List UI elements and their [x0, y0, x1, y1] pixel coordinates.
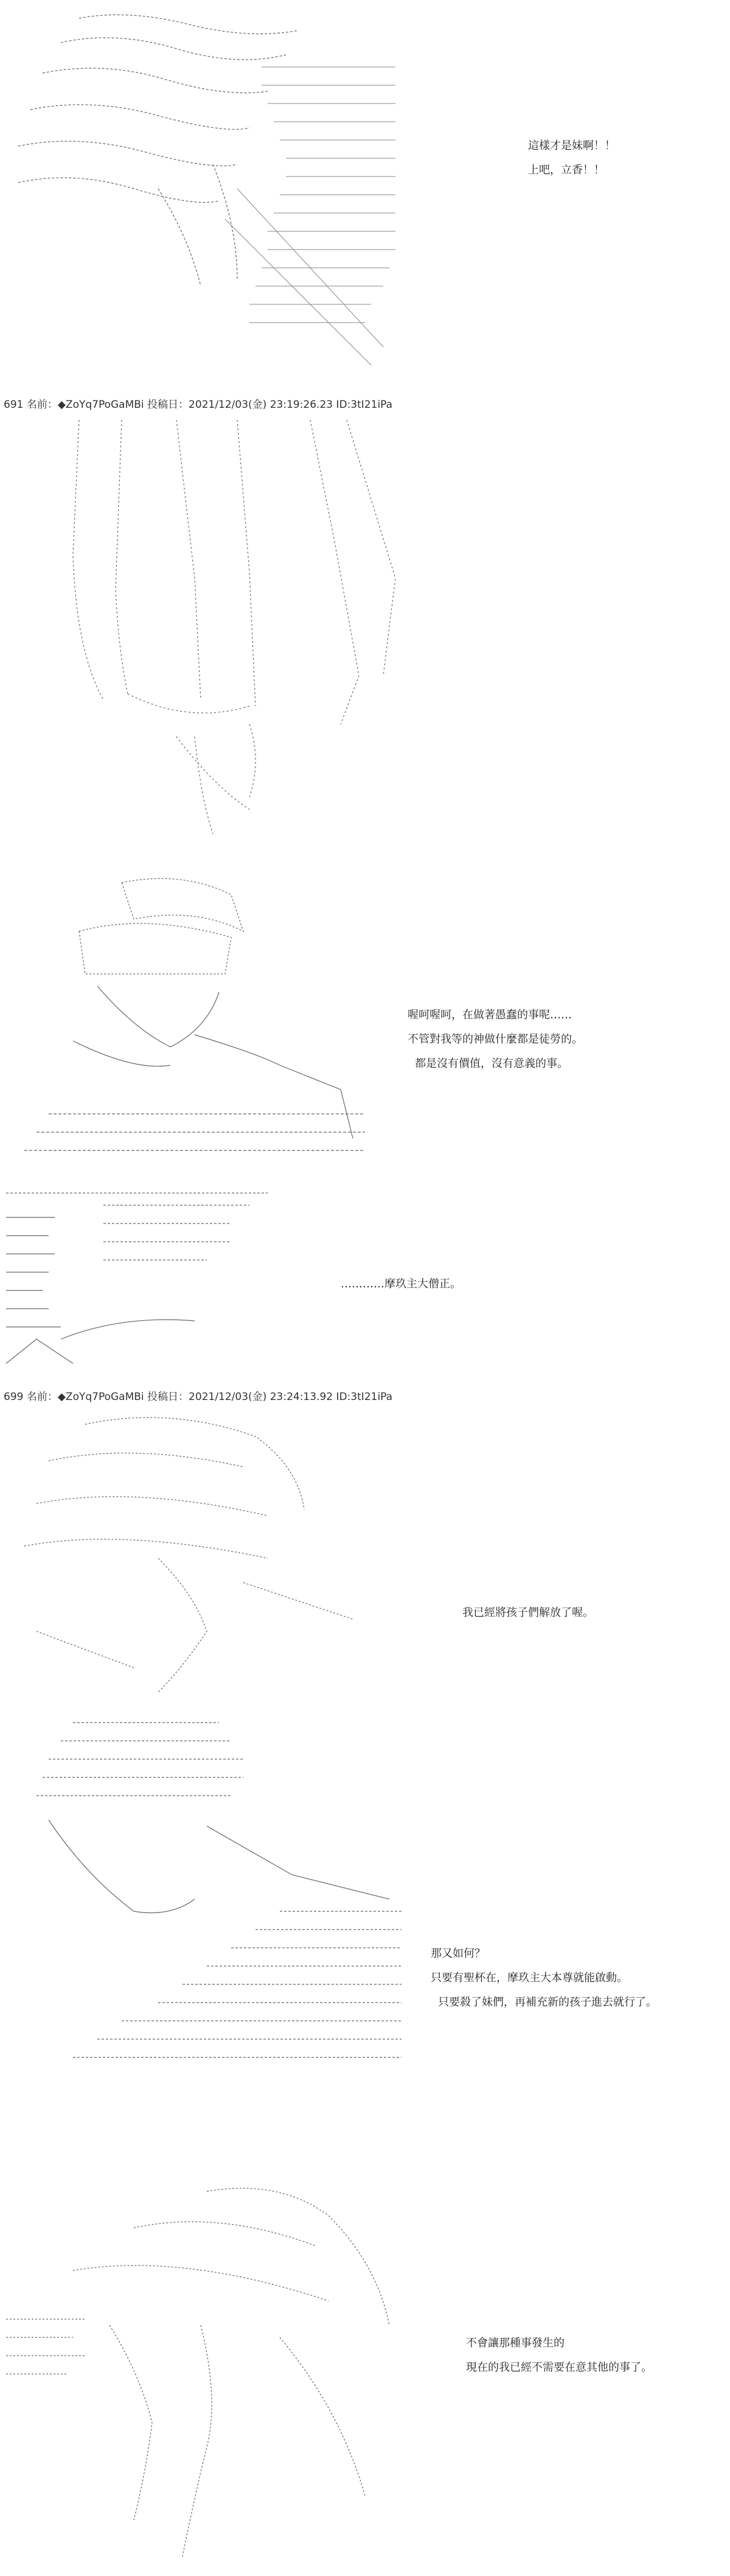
- panel-7: [0, 2179, 730, 2576]
- ascii-art-figure-4: [0, 1181, 280, 1376]
- post-header-699: 699 名前：◆ZoYq7PoGaMBi 投稿日：2021/12/03(金) 23:24:13.92 ID:3tI21iPa: [4, 1391, 393, 1403]
- panel-1: [0, 0, 730, 390]
- dialogue-line: 都是沒有價值，沒有意義的事。: [415, 1057, 568, 1070]
- dialogue-line: …………摩玖主大僧正。: [341, 1278, 461, 1290]
- dialogue-block-5: [462, 1601, 594, 1625]
- dialogue-line: 現在的我已經不需要在意其他的事了。: [466, 2361, 652, 2374]
- post-header-691: 691 名前：◆ZoYq7PoGaMBi 投稿日：2021/12/03(金) 23:19:26.23 ID:3tI21iPa: [4, 399, 393, 411]
- panel-4: [0, 1181, 730, 1382]
- ascii-art-figure-7: [0, 2179, 426, 2569]
- dialogue-line: 那又如何？: [431, 1947, 485, 1960]
- dialogue-line: 不會讓那種事發生的: [466, 2337, 565, 2350]
- ascii-art-figure-2: [55, 420, 408, 858]
- dialogue-line: 不管對我等的神做什麼都是徒勞的。: [408, 1033, 583, 1046]
- dialogue-line: 只要殺了妹們，再補充新的孩子進去就行了。: [438, 1996, 657, 2009]
- ascii-art-figure-1: [6, 6, 408, 371]
- ascii-art-figure-6: [12, 1717, 414, 2143]
- panel-3: [0, 870, 730, 1181]
- dialogue-line: 這樣才是妹啊！！: [528, 139, 616, 152]
- dialogue-block-4: [341, 1272, 461, 1297]
- ascii-art-figure-5: [12, 1412, 389, 1698]
- dialogue-block-6: [431, 1942, 657, 2015]
- panel-5: [0, 1412, 730, 1717]
- dialogue-block-3: [408, 1003, 583, 1076]
- dialogue-line: 上吧，立香！！: [528, 164, 605, 177]
- dialogue-block-7: [466, 2331, 652, 2380]
- panel-6: [0, 1717, 730, 2179]
- dialogue-line: 喔呵喔呵，在做著愚蠢的事呢……: [408, 1009, 572, 1021]
- dialogue-block-1: [528, 134, 616, 183]
- dialogue-line: 我已經將孩子們解放了喔。: [462, 1606, 594, 1619]
- ascii-art-figure-3: [12, 870, 389, 1163]
- dialogue-line: 只要有聖杯在，摩玖主大本尊就能啟動。: [431, 1972, 628, 1984]
- panel-2: [0, 420, 730, 870]
